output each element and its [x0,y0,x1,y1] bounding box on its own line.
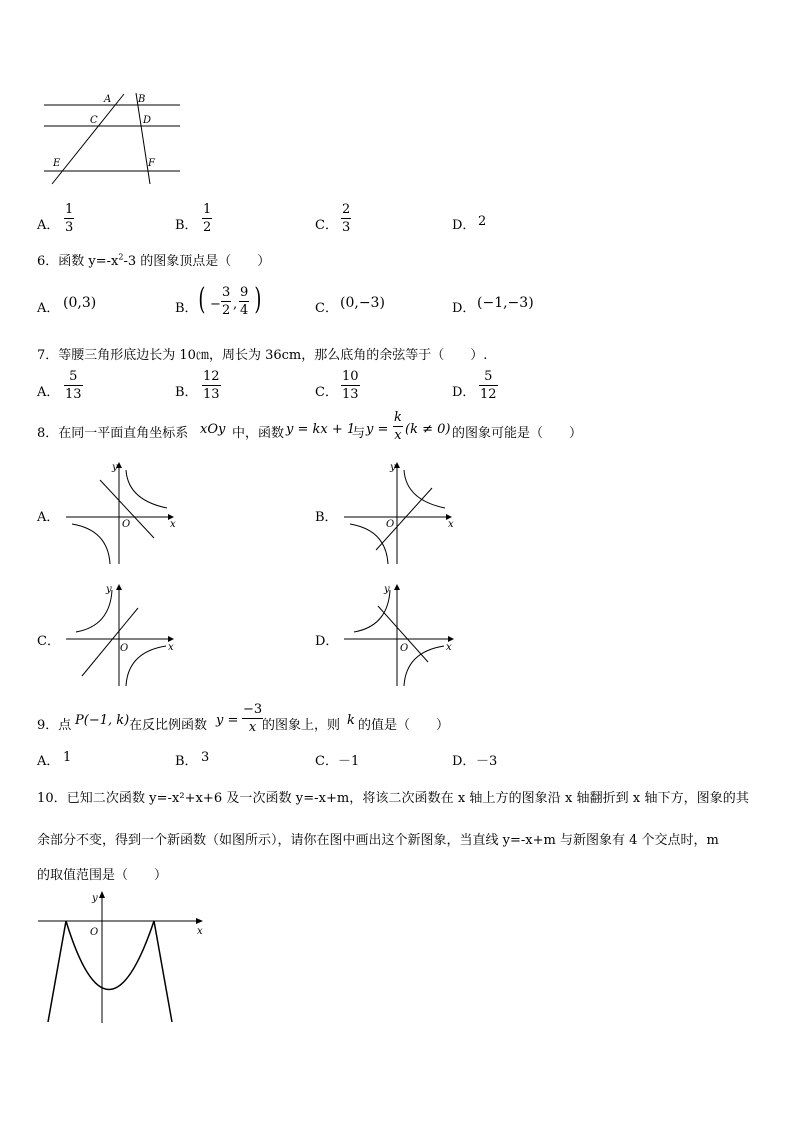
svg-text:O: O [120,643,129,654]
svg-text:y: y [106,584,112,595]
q9-option-b-text: 3 [201,750,210,765]
q8-option-c-letter[interactable]: C． [37,634,60,649]
q6-option-a-text: (0,3) [63,295,97,311]
q5-option-c-fraction: 2 3 [342,202,351,235]
q9-option-b-letter[interactable]: B． [175,754,198,769]
q8-graph-d [340,582,460,692]
q5-option-a-fraction: 1 3 [65,202,74,235]
q7-option-a-letter[interactable]: A． [37,385,60,400]
q5-option-d-text: 2 [478,214,487,229]
axis-y-label: y [112,462,118,473]
q9-option-a-text: 1 [63,750,72,765]
q7-option-b-letter[interactable]: B． [175,385,198,400]
svg-text:O: O [90,927,99,938]
label-a: A [104,94,112,105]
q6-option-d-text: (−1,−3) [477,295,534,311]
q7-stem: 7．等腰三角形底边长为 10㎝，周长为 36cm，那么底角的余弦等于（ ）. [37,348,488,363]
q9-option-d-text: －3 [476,754,498,769]
q5-option-b-fraction: 1 2 [203,202,212,235]
q6-option-d-letter[interactable]: D． [452,301,476,316]
svg-text:x: x [168,642,174,653]
svg-text:O: O [400,643,409,654]
q6-option-c-text: (0,−3) [340,295,385,311]
q7-option-d-fraction: 5 12 [480,369,497,402]
q6-option-a-letter[interactable]: A． [37,301,60,316]
q7-option-a-fraction: 5 13 [65,369,82,402]
q7-option-d-letter[interactable]: D． [452,385,476,400]
q6-stem: 6．函数 $y=-x^2-3$ 的图象顶点是（ ） [37,252,271,269]
label-e: E [53,158,61,169]
label-f: F [148,158,155,169]
parallel-lines-figure [40,88,190,188]
q8-option-b-letter[interactable]: B． [315,510,338,525]
label-b: B [138,94,146,105]
q9-option-a-letter[interactable]: A． [37,754,60,769]
q8-option-a-letter[interactable]: A． [37,510,60,525]
svg-text:x: x [448,519,454,530]
q8-option-d-letter[interactable]: D． [315,634,339,649]
label-d: D [143,115,152,126]
q10-graph [36,888,211,1028]
q8-graph-b [340,460,460,570]
q5-option-b-letter[interactable]: B． [175,218,198,233]
svg-text:y: y [390,462,396,473]
svg-text:x: x [197,926,203,937]
q6-option-c-letter[interactable]: C． [315,301,338,316]
q8-graph-a [62,460,182,570]
q5-option-c-letter[interactable]: C． [315,218,338,233]
q9-option-d-letter[interactable]: D． [452,754,476,769]
svg-text:y: y [384,584,390,595]
q8-graph-c [62,582,182,692]
svg-text:y: y [92,893,98,904]
axis-origin-label: O [122,519,131,530]
q7-option-b-fraction: 12 13 [203,369,220,402]
q7-option-c-fraction: 10 13 [342,369,359,402]
svg-text:O: O [386,519,395,530]
axis-x-label: x [170,519,176,530]
q9-option-c-text: －1 [338,754,360,769]
label-c: C [90,115,98,126]
svg-text:x: x [446,642,452,653]
q6-option-b-letter[interactable]: B． [175,301,198,316]
q5-option-a-letter[interactable]: A． [37,218,60,233]
q7-option-c-letter[interactable]: C． [315,385,338,400]
q5-option-d-letter[interactable]: D． [452,218,476,233]
q9-option-c-letter[interactable]: C． [315,754,338,769]
